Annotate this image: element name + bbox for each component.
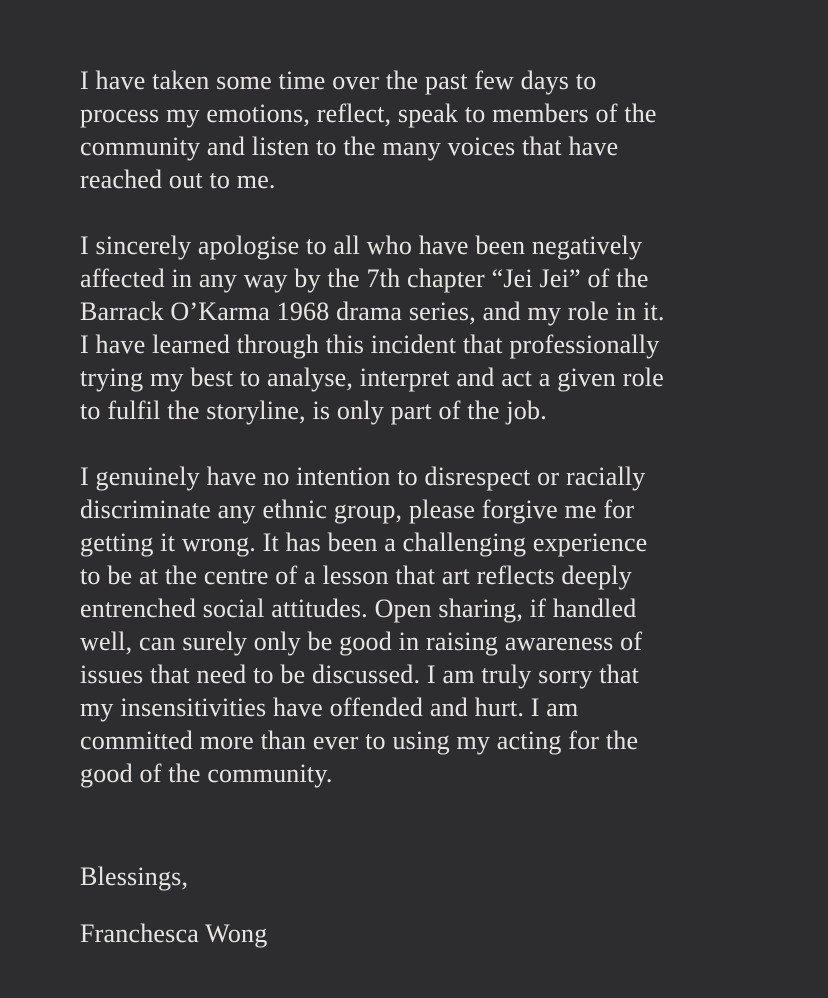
letter-line: trying my best to analyse, interpret and act a given role <box>80 363 664 392</box>
letter-line: I genuinely have no intention to disrespect or racially <box>80 462 646 491</box>
letter-line: reached out to me. <box>80 165 276 194</box>
letter-line: my insensitivities have offended and hurt. I am <box>80 693 579 722</box>
signature-name: Franchesca Wong <box>80 919 268 948</box>
letter-line: discriminate any ethnic group, please forgive me for <box>80 495 635 524</box>
letter-line: entrenched social attitudes. Open sharing, if handled <box>80 594 637 623</box>
signoff-text: Blessings, <box>80 862 189 891</box>
statement-paragraph <box>80 229 768 427</box>
letter-line: to fulfil the storyline, is only part of the job. <box>80 396 547 425</box>
letter-line: well, can surely only be good in raising awareness of <box>80 627 643 656</box>
letter-line: I sincerely apologise to all who have been negatively <box>80 231 643 260</box>
letter-line: affected in any way by the 7th chapter “Jei Jei” of the <box>80 264 649 293</box>
letter-line: I have learned through this incident that professionally <box>80 330 660 359</box>
letter-line: to be at the centre of a lesson that art reflects deeply <box>80 561 632 590</box>
statement-paragraph <box>80 64 768 196</box>
letter-line: Barrack O’Karma 1968 drama series, and my role in it. <box>80 297 665 326</box>
letter-line: process my emotions, reflect, speak to members of the <box>80 99 657 128</box>
letter-line: good of the community. <box>80 759 333 788</box>
letter-line: community and listen to the many voices that have <box>80 132 619 161</box>
letter-line: issues that need to be discussed. I am truly sorry that <box>80 660 640 689</box>
statement-paragraph <box>80 460 768 790</box>
letter-line: committed more than ever to using my acting for the <box>80 726 639 755</box>
letter-line: getting it wrong. It has been a challenging experience <box>80 528 648 557</box>
letter-line: I have taken some time over the past few days to <box>80 66 597 95</box>
